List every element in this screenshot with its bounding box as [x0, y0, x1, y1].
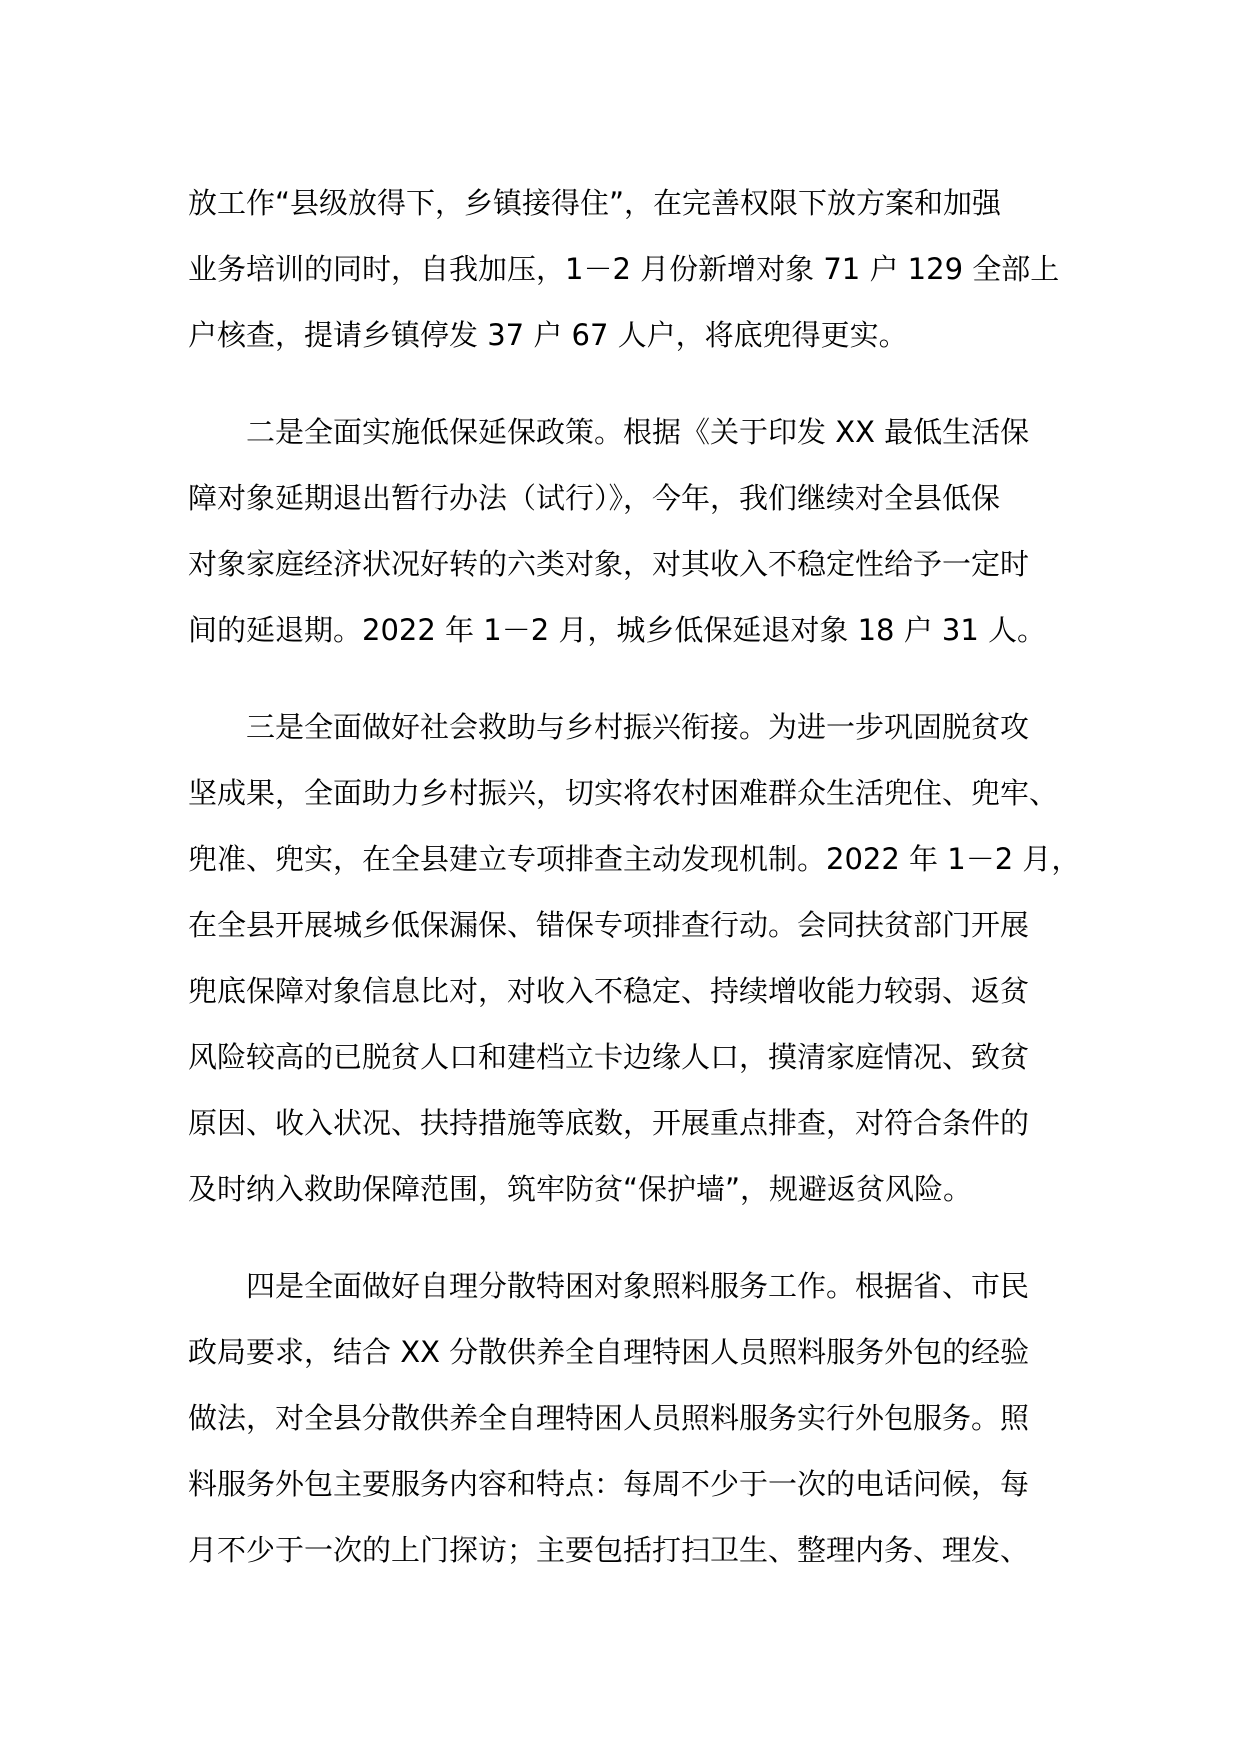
paragraph-item-4 [188, 1253, 1068, 1583]
text-line: 风险较高的已脱贫人口和建档立卡边缘人口，摸清家庭情况、致贫 [188, 1040, 1030, 1074]
paragraph-item-2 [188, 399, 1068, 663]
text-line: 政局要求，结合 XX 分散供养全自理特困人员照料服务外包的经验 [188, 1335, 1030, 1369]
text-line: 二是全面实施低保延保政策。根据《关于印发 XX 最低生活保 [246, 415, 1030, 449]
paragraph-item-3 [188, 694, 1081, 1222]
text-line: 放工作“县级放得下，乡镇接得住”，在完善权限下放方案和加强 [188, 186, 1002, 220]
paragraph-continuation [188, 170, 1068, 368]
text-line: 做法，对全县分散供养全自理特困人员照料服务实行外包服务。照 [188, 1401, 1030, 1435]
document-body [188, 170, 1081, 1583]
text-line: 对象家庭经济状况好转的六类对象，对其收入不稳定性给予一定时 [188, 547, 1030, 581]
text-line: 料服务外包主要服务内容和特点：每周不少于一次的电话问候，每 [188, 1467, 1030, 1501]
text-line: 业务培训的同时，自我加压，1－2 月份新增对象 71 户 129 全部上 [188, 252, 1060, 286]
text-line: 月不少于一次的上门探访；主要包括打扫卫生、整理内务、理发、 [188, 1533, 1030, 1567]
text-line: 在全县开展城乡低保漏保、错保专项排查行动。会同扶贫部门开展 [188, 908, 1030, 942]
text-line: 三是全面做好社会救助与乡村振兴衔接。为进一步巩固脱贫攻 [246, 710, 1030, 744]
text-line: 四是全面做好自理分散特困对象照料服务工作。根据省、市民 [246, 1269, 1030, 1303]
text-line: 障对象延期退出暂行办法（试行）》，今年，我们继续对全县低保 [188, 481, 1001, 515]
text-line: 兜底保障对象信息比对，对收入不稳定、持续增收能力较弱、返贫 [188, 974, 1030, 1008]
text-line: 坚成果，全面助力乡村振兴，切实将农村困难群众生活兜住、兜牢、 [188, 776, 1059, 810]
text-line: 间的延退期。2022 年 1－2 月，城乡低保延退对象 18 户 31 人。 [188, 613, 1047, 647]
text-line: 原因、收入状况、扶持措施等底数，开展重点排查，对符合条件的 [188, 1106, 1030, 1140]
text-line: 兜准、兜实，在全县建立专项排查主动发现机制。2022 年 1－2 月， [188, 842, 1081, 876]
text-line: 及时纳入救助保障范围，筑牢防贫“保护墙”，规避返贫风险。 [188, 1172, 973, 1206]
text-line: 户核查，提请乡镇停发 37 户 67 人户，将底兜得更实。 [188, 318, 908, 352]
